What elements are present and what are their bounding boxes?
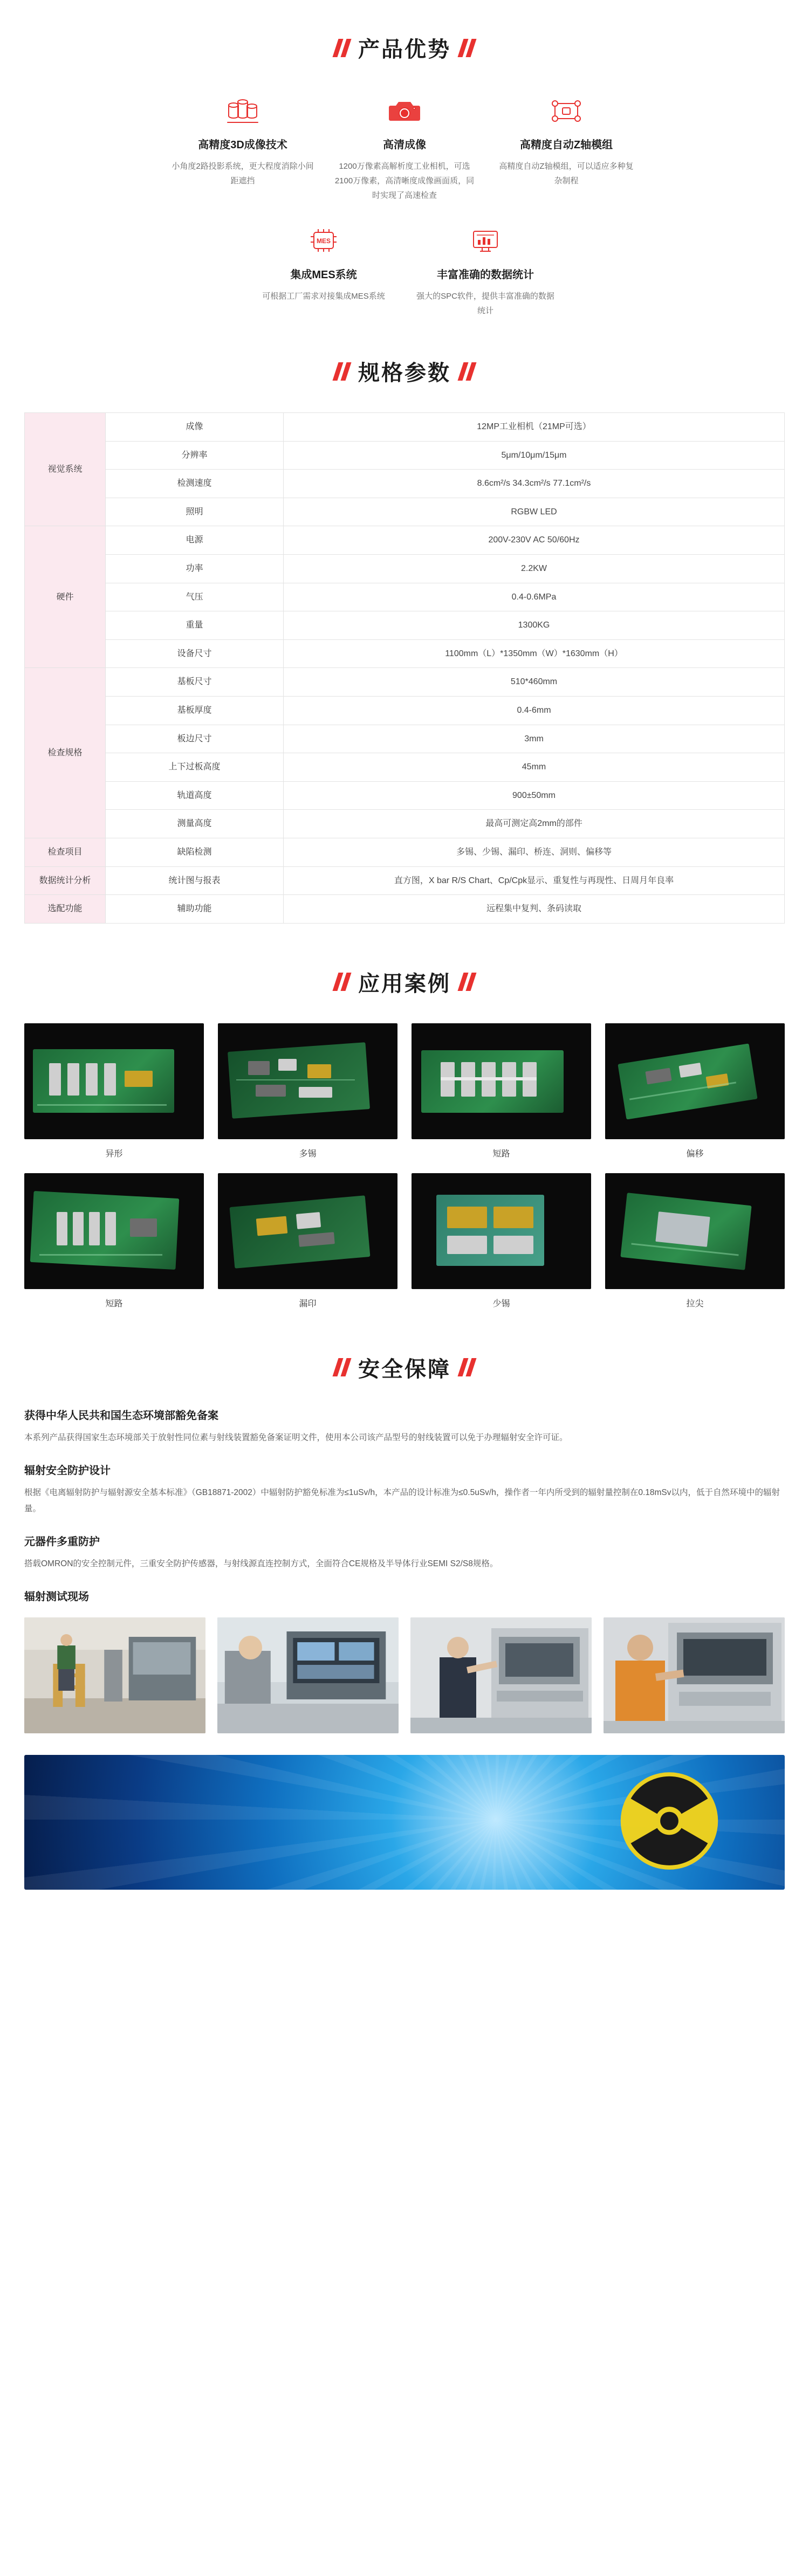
specifications-table [24,412,785,924]
case-caption: 异形 [105,1149,123,1159]
monitor-chart-icon [414,223,557,259]
inspector-at-machine-photo [410,1617,592,1733]
case-image-louyin [218,1173,397,1289]
table-row [25,696,785,725]
spec-key: 上下过板高度 [106,753,284,782]
table-row [25,838,785,866]
case-item [218,1173,397,1309]
case-item [412,1023,591,1159]
specs-heading [0,356,809,387]
case-item [605,1023,785,1159]
case-image-duoxi [218,1023,397,1139]
case-item [24,1173,204,1309]
spec-group-label: 检查规格 [25,668,106,838]
mes-chip-icon [252,223,395,259]
z-axis-module-icon [495,93,637,129]
safety-heading [0,1352,809,1383]
table-row [25,810,785,838]
technician-on-ladder-photo [24,1617,205,1733]
spec-value: 1100mm（L）*1350mm（W）*1630mm（H） [284,639,785,668]
safety-block-title: 辐射安全防护设计 [24,1465,111,1477]
advantage-item [485,93,647,203]
svg-text:MES: MES [316,237,331,245]
advantage-desc: 小角度2路投影系统，更大程度消除小间距遮挡 [172,162,314,185]
specs-heading-text: 规格参数 [358,361,451,385]
spec-key: 照明 [106,498,284,526]
table-row [25,413,785,442]
table-row [25,441,785,470]
advantage-item [243,223,404,318]
spec-value: 45mm [284,753,785,782]
spec-key: 分辨率 [106,441,284,470]
slash-decor-left-icon [335,1358,348,1376]
case-image-shaoxi [412,1173,591,1289]
table-row [25,866,785,895]
spec-value: 1300KG [284,611,785,640]
case-caption: 拉尖 [686,1299,704,1308]
case-item [218,1023,397,1159]
advantage-title: 高精度自动Z轴模组 [519,139,613,151]
safety-heading-text: 安全保障 [358,1357,451,1381]
case-caption: 少锡 [492,1299,510,1308]
safety-text-body [24,1407,785,1604]
case-caption: 短路 [492,1149,510,1159]
advantages-row-1 [0,93,809,203]
case-caption: 偏移 [686,1149,704,1159]
spec-key: 功率 [106,554,284,583]
advantages-heading [0,32,809,63]
case-caption: 漏印 [299,1299,317,1308]
case-image-yixing [24,1023,204,1139]
spec-value: RGBW LED [284,498,785,526]
spec-value: 5μm/10μm/15μm [284,441,785,470]
spec-key: 基板厚度 [106,696,284,725]
spec-value: 0.4-0.6MPa [284,583,785,611]
safety-block-text: 搭载OMRON的安全控制元件，三重安全防护传感器，与射线源直连控制方式，全面符合CE规格及半导体行业SEMI S2/S8规格。 [24,1559,498,1568]
cases-heading-text: 应用案例 [358,972,451,996]
spec-value: 远程集中复判、条码读取 [284,895,785,924]
case-image-duanlu-1 [412,1023,591,1139]
table-row [25,554,785,583]
advantage-item [324,93,485,203]
case-item [24,1023,204,1159]
slash-decor-left-icon [335,973,348,991]
table-row [25,611,785,640]
spec-key: 电源 [106,526,284,555]
table-row [25,498,785,526]
advantage-item [404,223,566,318]
spec-key: 轨道高度 [106,781,284,810]
advantage-desc: 可根据工厂需求对接集成MES系统 [262,292,385,301]
slash-decor-right-icon [461,39,474,57]
spec-key: 测量高度 [106,810,284,838]
spec-value: 510*460mm [284,668,785,697]
table-row [25,725,785,753]
spec-key: 设备尺寸 [106,639,284,668]
camera-icon [333,93,476,129]
slash-decor-right-icon [461,1358,474,1376]
application-cases-section [0,924,809,1309]
advantages-section [0,0,809,318]
table-row [25,753,785,782]
case-caption: 多锡 [299,1149,317,1159]
table-row [25,895,785,924]
spec-key: 检测速度 [106,470,284,498]
cases-grid [24,1023,785,1309]
slash-decor-left-icon [335,362,348,381]
spec-value: 多锡、少锡、漏印、桥连、洞则、偏移等 [284,838,785,866]
radiation-trefoil-icon [619,1771,720,1875]
advantage-title: 高精度3D成像技术 [198,139,287,151]
case-item [412,1173,591,1309]
table-row [25,470,785,498]
table-row [25,526,785,555]
case-caption: 短路 [105,1299,123,1308]
operator-at-panel-photo [604,1617,785,1733]
spec-value: 12MP工业相机（21MP可选） [284,413,785,442]
case-image-pianyi [605,1023,785,1139]
spec-group-label: 硬件 [25,526,106,668]
safety-block-title: 获得中华人民共和国生态环境部豁免备案 [24,1409,218,1422]
radiation-test-photos [24,1617,785,1733]
spec-key: 气压 [106,583,284,611]
engineer-at-monitor-photo [217,1617,399,1733]
spec-key: 缺陷检测 [106,838,284,866]
case-item [605,1173,785,1309]
case-image-lajian [605,1173,785,1289]
spec-value: 最高可测定高2mm的部件 [284,810,785,838]
advantage-title: 高清成像 [383,139,426,151]
spec-value: 直方图，X bar R/S Chart、Cp/Cpk显示、重复性与再现性、日周月年良率 [284,866,785,895]
slash-decor-left-icon [335,39,348,57]
advantage-item [162,93,324,203]
table-row [25,781,785,810]
spec-group-label: 选配功能 [25,895,106,924]
spec-value: 2.2KW [284,554,785,583]
spec-key: 基板尺寸 [106,668,284,697]
spec-value: 900±50mm [284,781,785,810]
spec-value: 3mm [284,725,785,753]
spec-key: 成像 [106,413,284,442]
advantage-desc: 强大的SPC软件，提供丰富准确的数据统计 [416,292,554,315]
spec-key: 重量 [106,611,284,640]
radiation-test-site-title: 辐射测试现场 [24,1591,89,1603]
advantage-desc: 高精度自动Z轴模组，可以适应多种复杂制程 [499,162,634,185]
spec-key: 统计图与报表 [106,866,284,895]
3d-cylinders-icon [172,93,314,129]
table-row [25,668,785,697]
spec-group-label: 数据统计分析 [25,866,106,895]
advantages-row-2 [0,223,809,318]
safety-block-title: 元器件多重防护 [24,1536,100,1548]
spec-value: 8.6cm²/s 34.3cm²/s 77.1cm²/s [284,470,785,498]
safety-block-text: 根据《电离辐射防护与辐射源安全基本标准》（GB18871-2002）中辐射防护豁免标准为≤1uSv/h，本产品的设计标准为≤0.5uSv/h，操作者一年内所受到的辐射量控制在0.18mSv以内，低于自然环境中的辐射量。 [24,1488,780,1513]
advantage-title: 集成MES系统 [290,269,357,281]
cases-heading [0,967,809,997]
advantages-heading-text: 产品优势 [358,38,451,61]
safety-block-text: 本系列产品获得国家生态环境部关于放射性同位素与射线装置豁免备案证明文件，使用本公司该产品型号的射线装置可以免于办理辐射安全许可证。 [24,1432,568,1442]
spec-value: 200V-230V AC 50/60Hz [284,526,785,555]
radiation-symbol-banner [24,1755,785,1890]
advantage-title: 丰富准确的数据统计 [437,269,534,281]
case-image-duanlu-2 [24,1173,204,1289]
spec-key: 板边尺寸 [106,725,284,753]
spec-key: 辅助功能 [106,895,284,924]
slash-decor-right-icon [461,973,474,991]
safety-section [0,1309,809,1890]
specs-section [0,318,809,924]
slash-decor-right-icon [461,362,474,381]
spec-group-label: 视觉系统 [25,413,106,526]
table-row [25,583,785,611]
spec-group-label: 检查项目 [25,838,106,866]
specs-table-body [25,413,785,924]
spec-value: 0.4-6mm [284,696,785,725]
advantage-desc: 1200万像素高解析度工业相机，可选2100万像素，高清晰度成像画面质，同时实现了高速检查 [334,162,475,200]
table-row [25,639,785,668]
